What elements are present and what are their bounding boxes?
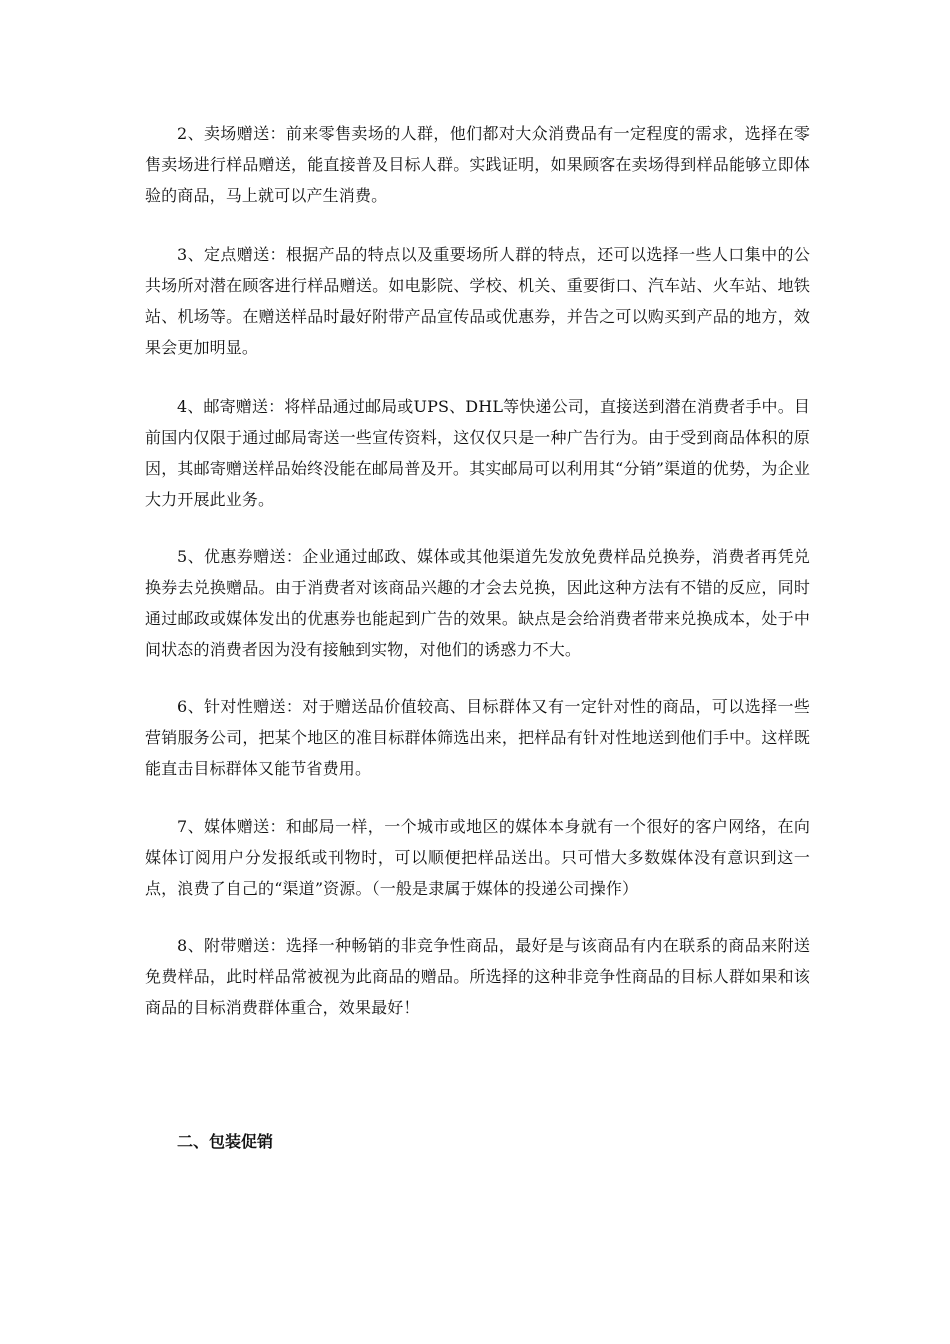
paragraph-store-giveaway: 2、卖场赠送：前来零售卖场的人群，他们都对大众消费品有一定程度的需求，选择在零售卖场进行样品赠送，能直接普及目标人群。实践证明，如果顾客在卖场得到样品能够立即体验的商品，马上就可以产生消费。: [145, 124, 810, 205]
paragraph-mail-giveaway: 4、邮寄赠送：将样品通过邮局或UPS、DHL等快递公司，直接送到潜在消费者手中。目前国内仅限于通过邮局寄送一些宣传资料，这仅仅只是一种广告行为。由于受到商品体积的原因，其邮寄赠送样品始终没能在邮局普及开。其实邮局可以利用其“分销”渠道的优势，为企业大力开展此业务。: [145, 397, 810, 509]
paragraph-bundled-giveaway: 8、附带赠送：选择一种畅销的非竞争性商品，最好是与该商品有内在联系的商品来附送免费样品，此时样品常被视为此商品的赠品。所选择的这种非竞争性商品的目标人群如果和该商品的目标消费群体重合，效果最好！: [145, 936, 810, 1017]
paragraph-coupon-giveaway: 5、优惠券赠送：企业通过邮政、媒体或其他渠道先发放免费样品兑换券，消费者再凭兑换券去兑换赠品。由于消费者对该商品兴趣的才会去兑换，因此这种方法有不错的反应，同时通过邮政或媒体发出的优惠券也能起到广告的效果。缺点是会给消费者带来兑换成本，处于中间状态的消费者因为没有接触到实物，对他们的诱惑力不大。: [145, 547, 810, 659]
paragraph-targeted-giveaway: 6、针对性赠送：对于赠送品价值较高、目标群体又有一定针对性的商品，可以选择一些营销服务公司，把某个地区的准目标群体筛选出来，把样品有针对性地送到他们手中。这样既能直击目标群体又能节省费用。: [145, 697, 810, 778]
section-heading: 二、包装促销: [177, 1132, 274, 1151]
paragraph-fixed-point-giveaway: 3、定点赠送：根据产品的特点以及重要场所人群的特点，还可以选择一些人口集中的公共场所对潜在顾客进行样品赠送。如电影院、学校、机关、重要街口、汽车站、火车站、地铁站、机场等。在赠送样品时最好附带产品宣传品或优惠券，并告之可以购买到产品的地方，效果会更加明显。: [145, 245, 810, 357]
paragraph-media-giveaway: 7、媒体赠送：和邮局一样，一个城市或地区的媒体本身就有一个很好的客户网络，在向媒体订阅用户分发报纸或刊物时，可以顺便把样品送出。只可惜大多数媒体没有意识到这一点，浪费了自己的“渠道”资源。（一般是隶属于媒体的投递公司操作）: [145, 817, 810, 898]
